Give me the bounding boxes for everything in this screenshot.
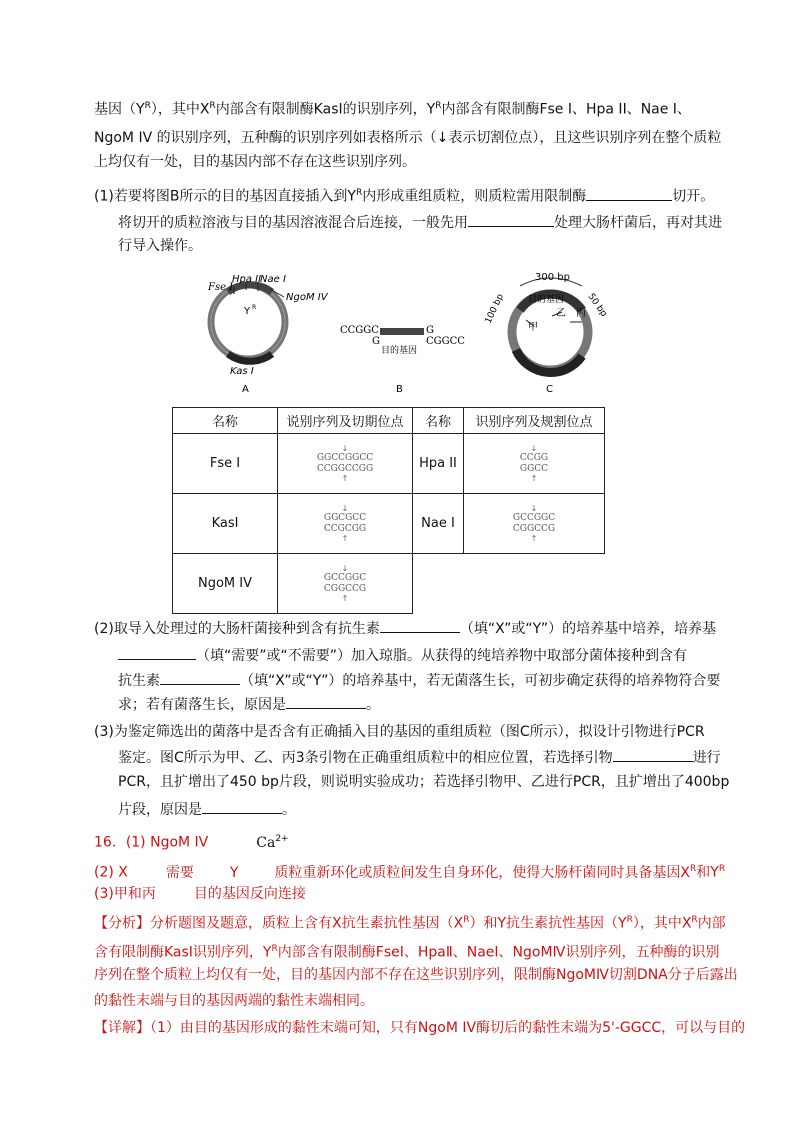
table-row: NgoM IV ↓ GCCGGC CGGCCG ↑ (173, 554, 605, 614)
c-jia: 甲 (528, 322, 538, 333)
c-50bp: 50 bp (585, 291, 609, 319)
table-header: 识别序列及规割位点 (464, 408, 605, 434)
figure-plasmids (190, 266, 630, 406)
table-row: Fse I ↓ GGCCGGCC CCGGCCGG ↑ Hpa II ↓ CCGG GGCC ↑ (173, 434, 605, 494)
label-y: Y (244, 306, 251, 317)
caption-a: A (242, 384, 249, 395)
analysis-line-2: 含有限制酶KasⅠ识别序列，$Y^R$内部含有限制酶FseⅠ、HpaⅡ、NaeⅠ、NgoMⅣ识别序列，五种酶的识别 (94, 944, 720, 961)
answer-blank[interactable] (118, 645, 196, 660)
question-line-2: NgoM IV 的识别序列，五种酶的识别序列如表格所示（↓表示切割位点），且这些识别序列在整个质粒 (94, 130, 722, 146)
table-header: 名称 (173, 408, 278, 434)
question-2-line-4: 求；若有菌落生长，原因是 。 (118, 694, 380, 715)
caption-b: B (396, 384, 403, 395)
question-2-line-3: 抗生素 （填“X”或“Y”）的培养基中，若无菌落生长，可初步确定获得的培养物符合要 (118, 670, 720, 691)
b-right-top: G (426, 325, 434, 336)
b-left-top: CCGGC (340, 325, 379, 336)
question-3-line-2: 鉴定。图C所示为甲、乙、丙3条引物在正确重组质粒中的相应位置，若选择引物 进行 (118, 747, 721, 768)
label-hpa: Hpa II (232, 274, 262, 285)
label-kas: Kas I (230, 366, 254, 377)
table-row: KasI ↓ GGCGCC CCGCGG ↑ Nae I ↓ GCCGGC CGGCCG ↑ (173, 494, 605, 554)
question-1-line-1: (1)若要将图B所示的目的基因直接插入到$Y^R$内形成重组质粒，则质粒需用限制酶 切开。 (94, 183, 714, 207)
b-left-bottom: G (372, 336, 380, 347)
enzyme-table (172, 407, 605, 614)
figure-b-gene (380, 328, 424, 335)
question-3-line-3: PCR，且扩增出了450 bp片段，则说明实验成功；若选择引物甲、乙进行PCR，且扩增出了400bp (118, 774, 730, 790)
answer-line-1: 16．(1) NgoM IV $Ca^{2+}$ (94, 834, 289, 851)
answer-blank[interactable] (202, 799, 282, 814)
answer-line-2: (2) X 需要 Y 质粒重新环化或质粒间发生自身环化，使得大肠杆菌同时具备基因$X^R$和$Y^R$ (94, 864, 726, 881)
table-header: 说别序列及切期位点 (278, 408, 413, 434)
analysis-line-3: 序列在整个质粒上均仅有一处，目的基因内部不存在这些识别序列，限制酶NgoMⅣ切割DNA分子后露出 (94, 967, 738, 983)
c-yi: 乙 (556, 308, 566, 319)
question-line-1: 基因$(Y^R)$，其中$X^R$内部含有限制酶KasI的识别序列，$Y^R$内部含有限制酶Fse I、Hpa II、Nae I、 (94, 101, 691, 118)
label-ngom: NgoM IV (286, 292, 328, 303)
question-3-line-1: (3)为鉴定筛选出的菌落中是否含有正确插入目的基因的重组质粒（图C所示），拟设计引物进行PCR (94, 724, 705, 740)
label-fse: Fse I (208, 282, 234, 293)
label-nae: Nae I (260, 274, 286, 285)
answer-blank[interactable] (613, 747, 693, 762)
analysis-line-1: 【分析】分析题图及题意，质粒上含有X抗生素抗性基因$(X^R)$和Y抗生素抗性基因$(Y^R)$，其中$X^R$内部 (94, 915, 726, 932)
b-gene-label: 目的基因 (381, 346, 418, 356)
question-1-line-3: 行导入操作。 (118, 238, 202, 254)
question-2-line-1: (2)取导入处理过的大肠杆菌接种到含有抗生素 （填“X”或“Y”）的培养基中培养，培养基 (94, 618, 716, 639)
c-gene: 目的基因 (528, 295, 565, 305)
label-x: X (244, 342, 251, 353)
c-100bp: 100 bp (483, 292, 507, 326)
answer-blank[interactable] (468, 212, 554, 227)
answer-blank[interactable] (160, 670, 240, 685)
c-bing: 丙 (576, 308, 586, 319)
figure-c-plasmid (512, 278, 588, 372)
analysis-line-4: 的黏性末端与目的基因两端的黏性末端相同。 (94, 993, 374, 1009)
answer-blank[interactable] (286, 694, 366, 709)
c-300bp: 300 bp (535, 272, 570, 283)
question-1-line-2: 将切开的质粒溶液与目的基因溶液混合后连接，一般先用 处理大肠杆菌后，再对其进 (118, 212, 722, 233)
detail-line-1: 【详解】（1）由目的基因形成的黏性末端可知，只有NgoM IV酶切后的黏性末端为5'-GGCC，可以与目的 (94, 1020, 746, 1036)
answer-line-3: (3)甲和丙 目的基因反向连接 (94, 886, 306, 902)
table-header: 名称 (413, 408, 464, 434)
label-x-sup: R (252, 340, 257, 347)
question-3-line-4: 片段，原因是 。 (118, 799, 296, 820)
answer-blank[interactable] (586, 186, 672, 201)
answer-blank[interactable] (380, 618, 460, 633)
caption-c: C (546, 384, 553, 395)
label-y-sup: R (252, 304, 257, 311)
question-2-line-2: （填“需要”或“不需要”）加入琼脂。从获得的纯培养物中取部分菌体接种到含有 (118, 645, 687, 666)
question-line-3: 上均仅有一处，目的基因内部不存在这些识别序列。 (94, 154, 416, 170)
b-right-bottom: CGGCC (426, 336, 465, 347)
